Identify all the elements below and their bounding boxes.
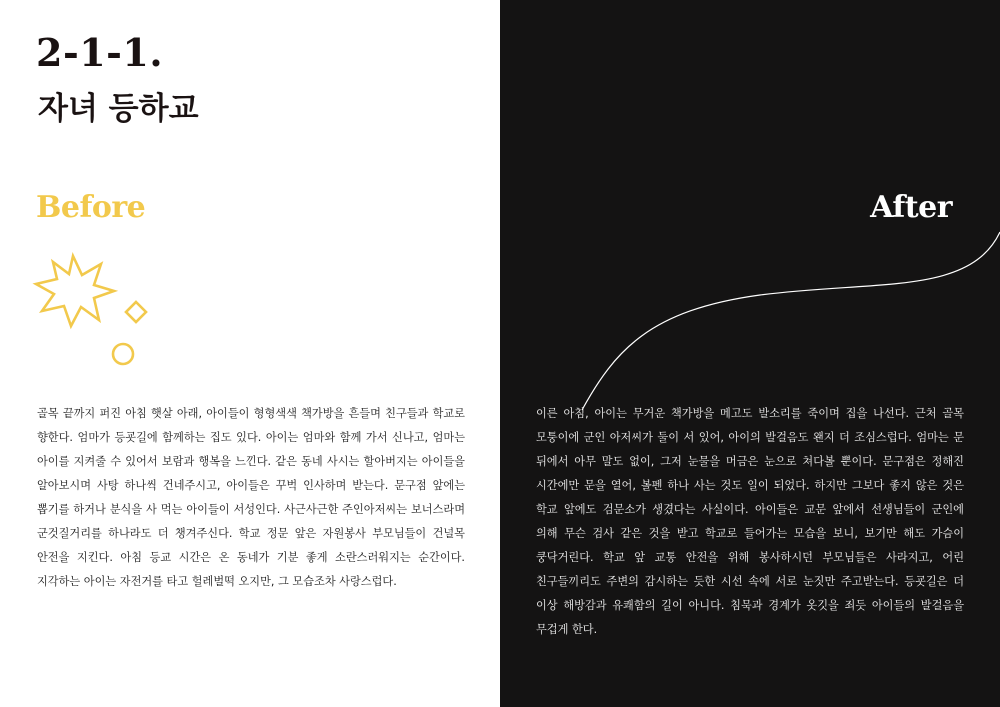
before-heading: Before xyxy=(36,190,146,225)
after-heading: After xyxy=(870,190,952,225)
circle-outline-icon xyxy=(113,344,133,364)
decoration-group xyxy=(30,250,160,380)
section-number: 2-1-1. xyxy=(36,30,164,75)
after-paragraph: 이른 아침, 아이는 무거운 책가방을 메고도 발소리를 죽이며 집을 나선다. 근처 골목 모퉁이에 군인 아저씨가 둘이 서 있어, 아이의 발걸음도 왠지 더 조심스럽다. 엄마는 문 뒤에서 아무 말도 없이, 그저 눈물을 머금은 눈으로 쳐다볼 뿐이다. 문구점은 정해진 시간에만 문을 열어, 볼펜 하나 사는 것도 일이 되었다. 하지만 그보다 좋지 않은 것은 학교 앞에도 검문소가 생겼다는 사실이다. 아이들은 교문 앞에서 선생님들이 군인에 의해 무슨 검사 같은 것을 받고 학교로 들어가는 모습을 보니, 보기만 해도 가슴이 쿵닥거린다. 학교 앞 교통 안전을 위해 봉사하시던 부모님들은 사라지고, 어린 친구들끼리도 주변의 감시하는 듯한 시선 속에 서로 눈짓만 주고받는다. 등굣길은 더 이상 해방감과 유쾌함의 길이 아니다. 침묵과 경계가 옷깃을 죄듯 아이들의 발걸음을 무겁게 한다. xyxy=(536,407,964,636)
before-paragraph: 골목 끝까지 퍼진 아침 햇살 아래, 아이들이 형형색색 책가방을 흔들며 친구들과 학교로 향한다. 엄마가 등굣길에 함께하는 집도 있다. 아이는 엄마와 함께 가서 신나고, 엄마는 아이를 지켜줄 수 있어서 보람과 행복을 느낀다. 같은 동네 사시는 할아버지는 아이들을 알아보시며 사탕 하나씩 건네주시고, 아이들은 꾸벅 인사하며 받는다. 문구점 앞에는 뽑기를 하거나 분식을 사 먹는 아이들이 서성인다. 사근사근한 주인아저씨는 보너스라며 군것질거리를 하나라도 더 챙겨주신다. 학교 정문 앞은 자원봉사 부모님들이 건널목 안전을 지킨다. 아침 등교 시간은 온 동네가 기분 좋게 소란스러워지는 순간이다. 지각하는 아이는 자전거를 타고 헐레벌떡 오지만, 그 모습조차 사랑스럽다. xyxy=(37,407,465,588)
page-title: 자녀 등하교 xyxy=(38,91,199,127)
star-burst-icon xyxy=(36,256,114,326)
diamond-outline-icon xyxy=(126,302,146,322)
curved-line xyxy=(500,200,1000,430)
